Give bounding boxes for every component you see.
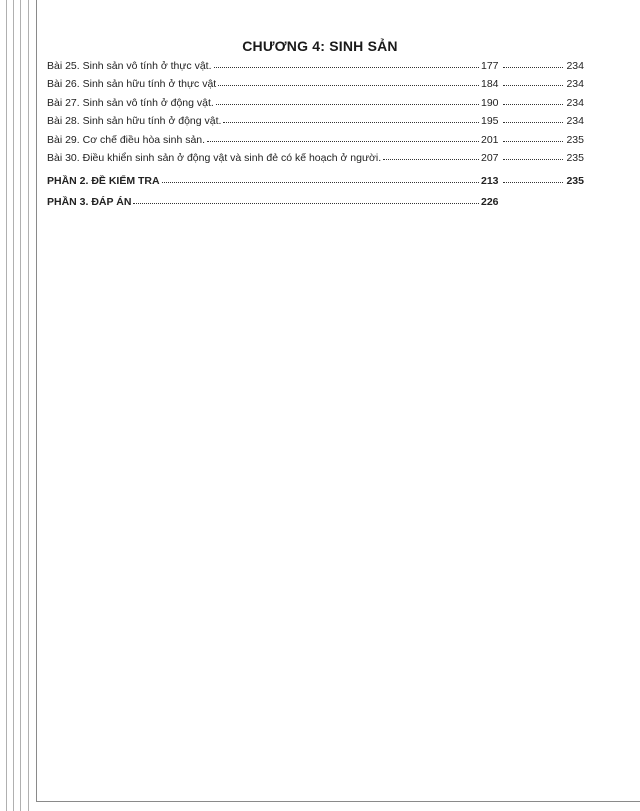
dot-leader	[503, 158, 563, 160]
toc-entry-label: Bài 28. Sinh sản hữu tính ở động vật.	[47, 115, 222, 128]
toc-page-number: 184	[481, 78, 499, 91]
dot-leader	[503, 181, 563, 183]
toc-entry[interactable]	[47, 78, 584, 96]
toc-entry-label: Bài 27. Sinh sản vô tính ở động vật.	[47, 96, 214, 109]
toc-answer-page-number: 235	[566, 174, 584, 187]
dot-leader	[503, 84, 563, 86]
toc-part-label: PHẦN 2. ĐỀ KIỂM TRA	[47, 174, 160, 187]
dot-leader	[133, 202, 479, 204]
toc-entry-label: Bài 26. Sinh sản hữu tính ở thực vật	[47, 78, 217, 91]
toc-entry-label: Bài 29. Cơ chế điều hòa sinh sản.	[47, 133, 206, 146]
margin-line	[13, 0, 14, 811]
dot-leader	[223, 121, 479, 123]
toc-page-number: 213	[481, 174, 499, 187]
toc-entry[interactable]	[47, 152, 584, 170]
toc-entry[interactable]	[47, 97, 584, 115]
toc-answer-page-number: 235	[566, 133, 584, 146]
toc-part-entry[interactable]	[47, 196, 584, 215]
toc-entry-label: Bài 25. Sinh sản vô tính ở thực vật.	[47, 60, 212, 72]
margin-line	[28, 0, 29, 811]
toc-answer-page-number: 234	[566, 60, 584, 72]
toc-entry[interactable]	[47, 60, 584, 78]
margin-line	[6, 0, 7, 811]
dot-leader	[503, 66, 563, 68]
toc-page-number: 207	[481, 151, 499, 164]
dot-leader	[383, 158, 479, 160]
dot-leader	[503, 140, 563, 142]
toc-page-number: 195	[481, 115, 499, 128]
toc-answer-page-number: 234	[566, 115, 584, 128]
toc-page-number: 226	[481, 195, 499, 208]
dot-leader	[207, 140, 479, 142]
toc-answer-page-number: 234	[566, 96, 584, 109]
toc-page-number: 177	[481, 60, 499, 72]
toc-entry[interactable]	[47, 134, 584, 152]
dot-leader	[216, 103, 479, 105]
dot-leader	[218, 84, 479, 86]
toc-part-entry[interactable]	[47, 175, 584, 194]
chapter-title: CHƯƠNG 4: SINH SẢN	[242, 38, 398, 54]
toc-part-label: PHẦN 3. ĐÁP ÁN	[47, 195, 132, 208]
toc-entry[interactable]	[47, 115, 584, 133]
dot-leader	[503, 121, 563, 123]
dot-leader	[162, 181, 479, 183]
toc-entry-label: Bài 30. Điều khiển sinh sản ở động vật và sinh đẻ có kế hoạch ở người.	[47, 151, 382, 164]
dot-leader	[214, 66, 479, 68]
toc-page-number: 190	[481, 96, 499, 109]
toc-answer-page-number: 234	[566, 78, 584, 91]
toc-page-number: 201	[481, 133, 499, 146]
toc-answer-page-number: 235	[566, 151, 584, 164]
dot-leader	[503, 103, 563, 105]
margin-line	[20, 0, 21, 811]
table-of-contents	[47, 60, 584, 215]
